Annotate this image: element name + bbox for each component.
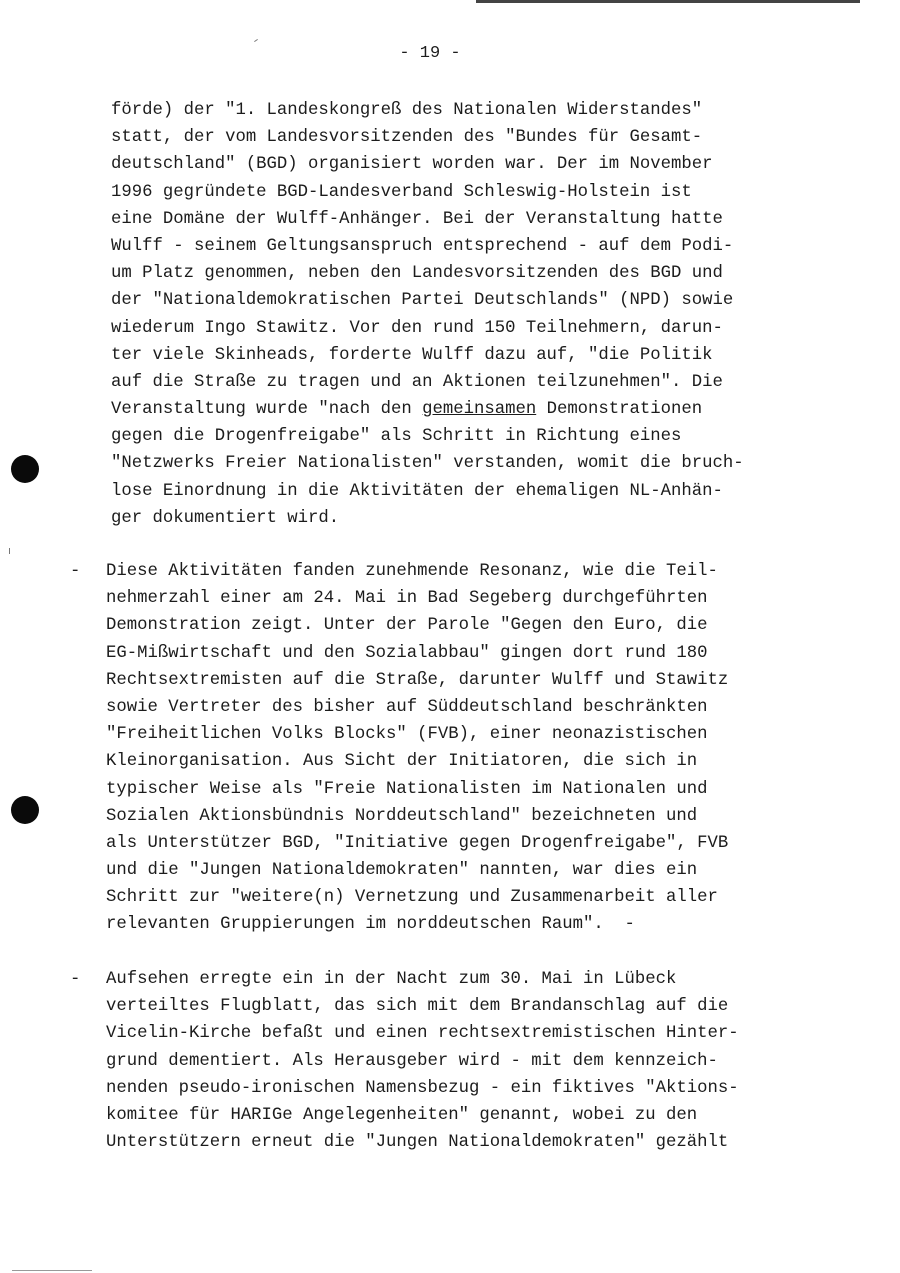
text-line: Unterstützern erneut die "Jungen Nationaldemokraten" gezählt bbox=[106, 1133, 729, 1153]
text-line: um Platz genommen, neben den Landesvorsitzenden des BGD und bbox=[111, 264, 723, 284]
text-line: statt, der vom Landesvorsitzenden des "Bundes für Gesamt- bbox=[111, 128, 703, 148]
text-segment: Veranstaltung wurde "nach den bbox=[111, 400, 423, 420]
text-line: Sozialen Aktionsbündnis Norddeutschland" bezeichneten und bbox=[106, 806, 698, 826]
scan-speck bbox=[254, 39, 258, 42]
text-line: Schritt zur "weitere(n) Vernetzung und Zusammenarbeit aller bbox=[106, 888, 718, 908]
text-line: komitee für HARIGe Angelegenheiten" genannt, wobei zu den bbox=[106, 1105, 698, 1125]
text-segment: Demonstrationen bbox=[536, 400, 703, 420]
text-line: lose Einordnung in die Aktivitäten der ehemaligen NL-Anhän- bbox=[111, 481, 723, 501]
scan-speck bbox=[9, 548, 10, 554]
text-line: Wulff - seinem Geltungsanspruch entsprechend - auf dem Podi- bbox=[111, 236, 734, 256]
bullet-paragraph bbox=[106, 966, 739, 1156]
bullet-dash: - bbox=[70, 562, 81, 581]
text-line: 1996 gegründete BGD-Landesverband Schleswig-Holstein ist bbox=[111, 182, 692, 202]
paragraph-continuation bbox=[111, 97, 744, 532]
text-line: sowie Vertreter des bisher auf Süddeutschland beschränkten bbox=[106, 697, 708, 717]
text-line: ter viele Skinheads, forderte Wulff dazu auf, "die Politik bbox=[111, 345, 713, 365]
text-line: und die "Jungen Nationaldemokraten" nannten, war dies ein bbox=[106, 861, 698, 881]
punch-hole-upper bbox=[11, 455, 39, 483]
text-line: ger dokumentiert wird. bbox=[111, 508, 340, 528]
bullet-dash: - bbox=[70, 970, 81, 989]
underlined-word: gemeinsamen bbox=[422, 400, 537, 420]
text-line bbox=[111, 396, 744, 423]
text-line: Demonstration zeigt. Unter der Parole "Gegen den Euro, die bbox=[106, 616, 708, 636]
bullet-paragraph bbox=[106, 558, 728, 939]
text-line: typischer Weise als "Freie Nationalisten im Nationalen und bbox=[106, 779, 708, 799]
bottom-edge-mark bbox=[12, 1270, 92, 1271]
text-line: eine Domäne der Wulff-Anhänger. Bei der Veranstaltung hatte bbox=[111, 209, 723, 229]
text-line: verteiltes Flugblatt, das sich mit dem Brandanschlag auf die bbox=[106, 997, 729, 1017]
text-line: grund dementiert. Als Herausgeber wird - mit dem kennzeich- bbox=[106, 1051, 718, 1071]
text-line: der "Nationaldemokratischen Partei Deutschlands" (NPD) sowie bbox=[111, 291, 734, 311]
text-line: nehmerzahl einer am 24. Mai in Bad Segeberg durchgeführten bbox=[106, 589, 708, 609]
text-line: Diese Aktivitäten fanden zunehmende Resonanz, wie die Teil- bbox=[106, 562, 718, 581]
text-line: förde) der "1. Landeskongreß des Nationalen Widerstandes" bbox=[111, 101, 703, 120]
text-line: relevanten Gruppierungen im norddeutschen Raum". - bbox=[106, 915, 635, 935]
text-line: Aufsehen erregte ein in der Nacht zum 30. Mai in Lübeck bbox=[106, 970, 677, 989]
text-line: als Unterstützer BGD, "Initiative gegen Drogenfreigabe", FVB bbox=[106, 833, 729, 853]
text-line: "Netzwerks Freier Nationalisten" verstanden, womit die bruch- bbox=[111, 454, 744, 474]
text-line: auf die Straße zu tragen und an Aktionen teilzunehmen". Die bbox=[111, 372, 723, 392]
punch-hole-lower bbox=[11, 796, 39, 824]
text-line: EG-Mißwirtschaft und den Sozialabbau" gingen dort rund 180 bbox=[106, 643, 708, 663]
text-line: Vicelin-Kirche befaßt und einen rechtsextremistischen Hinter- bbox=[106, 1024, 739, 1044]
text-line: gegen die Drogenfreigabe" als Schritt in Richtung eines bbox=[111, 427, 682, 447]
text-line: Kleinorganisation. Aus Sicht der Initiatoren, die sich in bbox=[106, 752, 698, 772]
text-line: wiederum Ingo Stawitz. Vor den rund 150 Teilnehmern, darun- bbox=[111, 318, 723, 338]
text-line: "Freiheitlichen Volks Blocks" (FVB), einer neonazistischen bbox=[106, 725, 708, 745]
text-line: deutschland" (BGD) organisiert worden war. Der im November bbox=[111, 155, 713, 175]
text-line: nenden pseudo-ironischen Namensbezug - ein fiktives "Aktions- bbox=[106, 1078, 739, 1098]
page-number: - 19 - bbox=[399, 44, 461, 63]
text-line: Rechtsextremisten auf die Straße, darunter Wulff und Stawitz bbox=[106, 670, 729, 690]
top-edge-rule bbox=[476, 0, 860, 3]
